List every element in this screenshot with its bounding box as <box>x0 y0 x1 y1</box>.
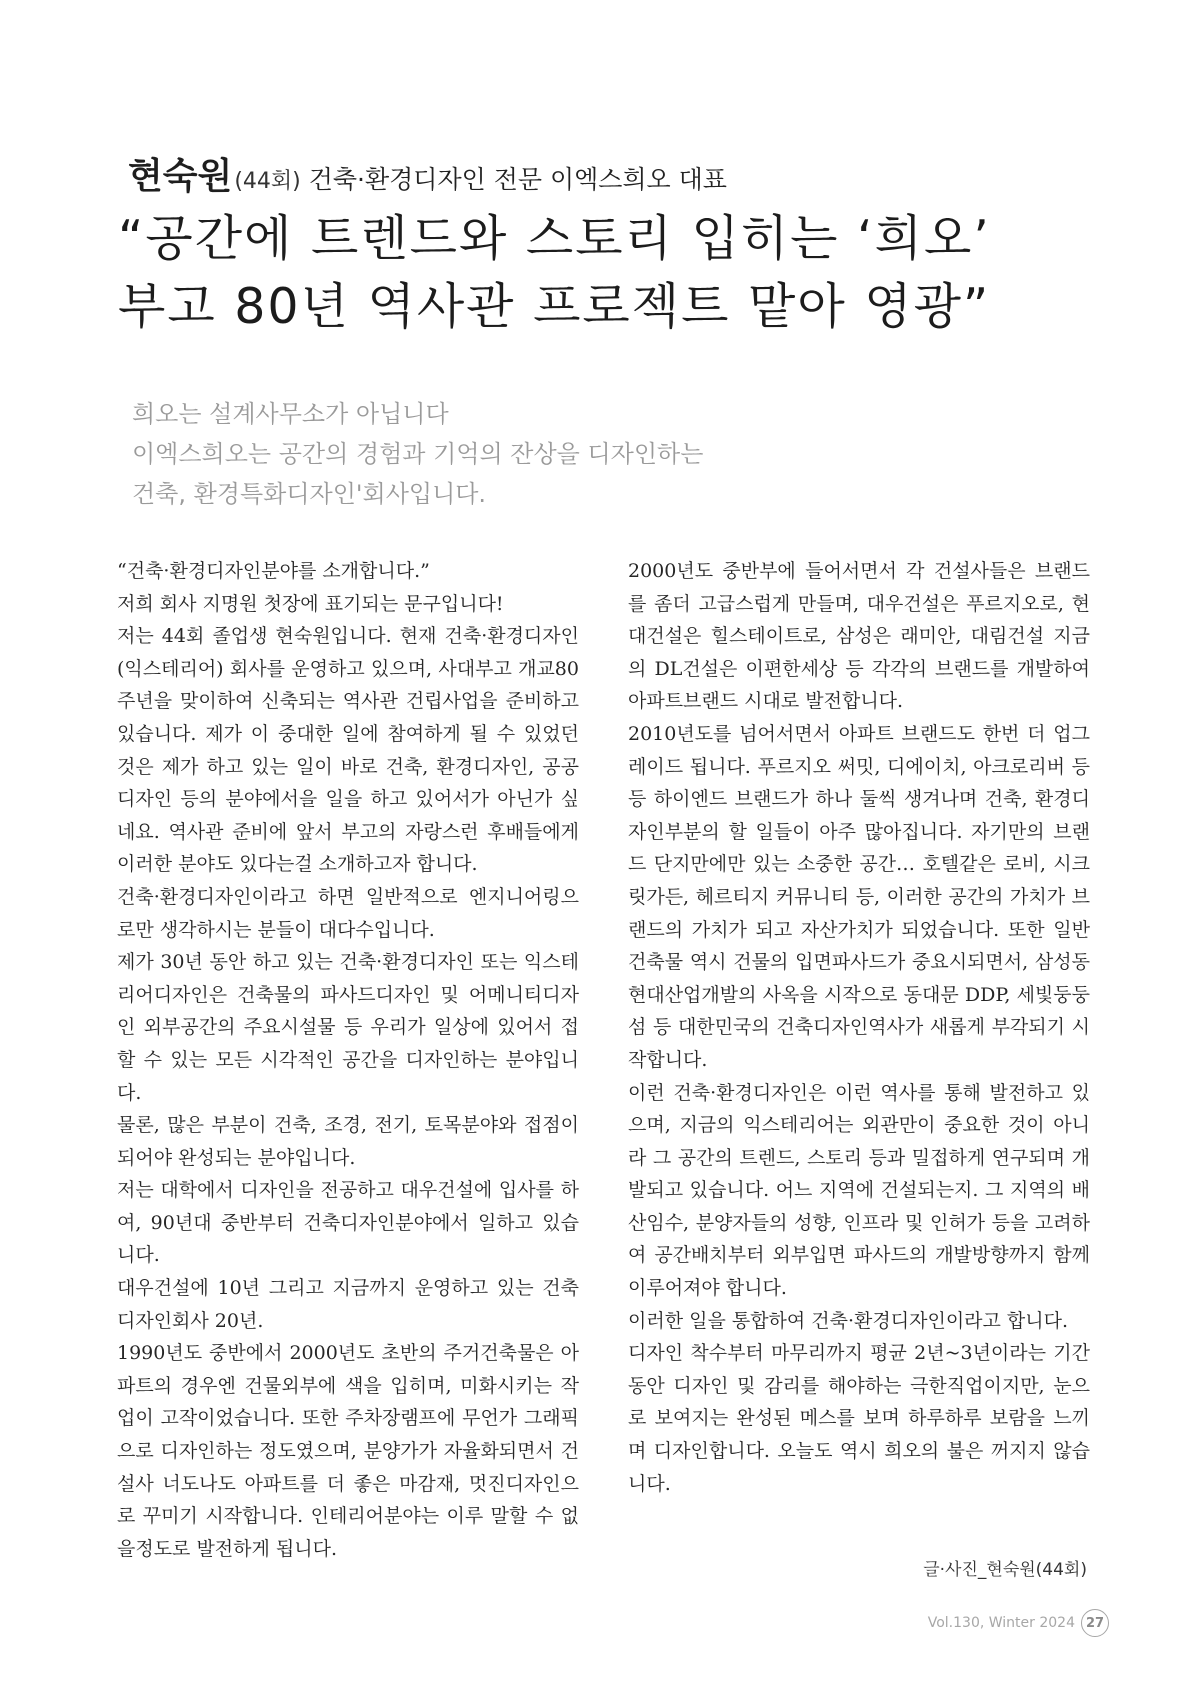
author-class: (44회) <box>234 169 301 194</box>
paragraph: 디자인 착수부터 마무리까지 평균 2년~3년이라는 기간동안 디자인 및 감리를 해야하는 극한직업이지만, 눈으로 보여지는 완성된 메스를 보며 하루하루 보람을 느끼며 디자인합니다. 오늘도 역시 희오의 불은 꺼지지 않습니다. <box>628 1342 1090 1495</box>
intro-line: 건축, 환경특화디자인'회사입니다. <box>132 480 487 508</box>
intro-line: 이엑스희오는 공간의 경험과 기억의 잔상을 디자인하는 <box>132 440 704 468</box>
paragraph: 건축·환경디자인이라고 하면 일반적으로 엔지니어링으로만 생각하시는 분들이 대다수입니다. <box>117 885 579 941</box>
photo-credit: 글·사진_현숙원(44회) <box>923 1560 1087 1580</box>
page-number: 27 <box>1081 1609 1109 1637</box>
paragraph: 2000년도 중반부에 들어서면서 각 건설사들은 브랜드를 좀더 고급스럽게 만들며, 대우건설은 푸르지오로, 현대건설은 힐스테이트로, 삼성은 래미안, 대림건설 지금의 DL건설은 이편한세상 등 각각의 브랜드를 개발하여 아파트브랜드 시대로 발전합니다. <box>628 560 1090 713</box>
headline-line-2: 부고 80년 역사관 프로젝트 맡아 영광” <box>118 278 991 335</box>
paragraph: 제가 30년 동안 하고 있는 건축·환경디자인 또는 익스테리어디자인은 건축물의 파사드디자인 및 어메니티디자인 외부공간의 주요시설물 등 우리가 일상에 있어서 접할 수 있는 모든 시각적인 공간을 디자인하는 분야입니다. <box>117 951 579 1104</box>
body-column-left <box>117 555 579 1565</box>
headline <box>118 205 1118 341</box>
paragraph: 물론, 많은 부분이 건축, 조경, 전기, 토목분야와 접점이 되어야 완성되는 분야입니다. <box>117 1114 579 1169</box>
page-footer <box>928 1609 1109 1637</box>
issue-label: Vol.130, Winter 2024 <box>927 1615 1075 1631</box>
intro-quote <box>132 394 832 514</box>
author-name: 현숙원 <box>128 156 233 197</box>
paragraph: 대우건설에 10년 그리고 지금까지 운영하고 있는 건축디자인회사 20년. <box>117 1277 579 1332</box>
paragraph: 2010년도를 넘어서면서 아파트 브랜드도 한번 더 업그레이드 됩니다. 푸르지오 써밋, 디에이치, 아크로리버 등등 하이엔드 브랜드가 하나 둘씩 생겨나며 건축, 환경디자인부분의 할 일들이 아주 많아집니다. 자기만의 브랜드 단지만에만 있는 소중한 공간… 호텔같은 로비, 시크릿가든, 헤르티지 커뮤니티 등, 이러한 공간의 가치가 브랜드의 가치가 되고 자산가치가 되었습니다. 또한 일반건축물 역시 건물의 입면파사드가 중요시되면서, 삼성동 현대산업개발의 사옥을 시작으로 동대문 DDP, 세빛둥둥섬 등 대한민국의 건축디자인역사가 새롭게 부각되기 시작합니다. <box>628 722 1090 1071</box>
body-column-right <box>628 555 1090 1500</box>
author-byline <box>128 148 727 199</box>
paragraph: “건축·환경디자인분야를 소개합니다.” <box>117 560 430 582</box>
paragraph: 저는 44회 졸업생 현숙원입니다. 현재 건축·환경디자인(익스테리어) 회사를 운영하고 있으며, 사대부고 개교80주년을 맞이하여 신축되는 역사관 건립사업을 준비하고 있습니다. 제가 이 중대한 일에 참여하게 될 수 있었던 것은 제가 하고 있는 일이 바로 건축, 환경디자인, 공공디자인 등의 분야에서을 일을 하고 있어서가 아닌가 싶네요. 역사관 준비에 앞서 부고의 자랑스런 후배들에게 이러한 분야도 있다는걸 소개하고자 합니다. <box>117 625 579 876</box>
paragraph: 저희 회사 지명원 첫장에 표기되는 문구입니다! <box>117 592 504 615</box>
paragraph: 이런 건축·환경디자인은 이런 역사를 통해 발전하고 있으며, 지금의 익스테리어는 외관만이 중요한 것이 아니라 그 공간의 트렌드, 스토리 등과 밀접하게 연구되며 개발되고 있습니다. 어느 지역에 건설되는지. 그 지역의 배산임수, 분양자들의 성향, 인프라 및 인허가 등을 고려하여 공간배치부터 외부입면 파사드의 개발방향까지 함께 이루어져야 합니다. <box>628 1081 1090 1300</box>
paragraph: 이러한 일을 통합하여 건축·환경디자인이라고 합니다. <box>628 1309 1069 1332</box>
headline-line-1: “공간에 트렌드와 스토리 입히는 ‘희오’ <box>118 210 991 267</box>
paragraph: 1990년도 중반에서 2000년도 초반의 주거건축물은 아파트의 경우엔 건물외부에 색을 입히며, 미화시키는 작업이 고작이었습니다. 또한 주차장램프에 무언가 그래픽으로 디자인하는 정도였으며, 분양가가 자율화되면서 건설사 너도나도 아파트를 더 좋은 마감재, 멋진디자인으로 꾸미기 시작합니다. 인테리어분야는 이루 말할 수 없을정도로 발전하게 됩니다. <box>117 1342 579 1560</box>
paragraph: 저는 대학에서 디자인을 전공하고 대우건설에 입사를 하여, 90년대 중반부터 건축디자인분야에서 일하고 있습니다. <box>117 1179 579 1267</box>
author-role: 건축·환경디자인 전문 이엑스희오 대표 <box>308 165 727 194</box>
intro-line: 희오는 설계사무소가 아닙니다 <box>132 400 449 428</box>
